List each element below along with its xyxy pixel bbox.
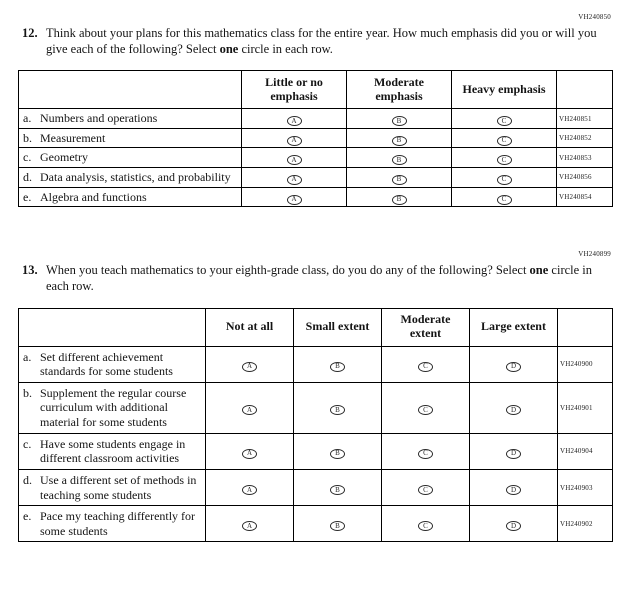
- question-13-block: [0, 251, 631, 542]
- answer-bubble[interactable]: A: [242, 521, 257, 531]
- answer-bubble[interactable]: B: [330, 449, 345, 459]
- bubble-cell: [294, 469, 382, 505]
- answer-bubble[interactable]: A: [242, 449, 257, 459]
- answer-bubble[interactable]: B: [392, 116, 407, 126]
- answer-bubble[interactable]: B: [330, 405, 345, 415]
- question-body: [46, 262, 598, 295]
- header-row: [19, 71, 613, 109]
- bubble-cell: [206, 433, 294, 469]
- bubble-cell: [382, 469, 470, 505]
- question-body: [46, 25, 598, 58]
- column-header: Moderate extent: [382, 308, 470, 346]
- answer-bubble[interactable]: A: [242, 405, 257, 415]
- question-text-part2: circle in each row.: [238, 41, 333, 56]
- answer-bubble[interactable]: C: [418, 521, 433, 531]
- table-row: [19, 382, 613, 433]
- bubble-cell: [452, 148, 557, 168]
- answer-bubble[interactable]: B: [392, 195, 407, 205]
- answer-bubble[interactable]: D: [506, 405, 521, 415]
- bubble-cell: [347, 168, 452, 188]
- column-header: Not at all: [206, 308, 294, 346]
- bubble-cell: [470, 346, 558, 382]
- row-code: VH240851: [557, 109, 613, 129]
- answer-bubble[interactable]: C: [418, 405, 433, 415]
- table-row: [19, 506, 613, 542]
- bubble-cell: [452, 187, 557, 207]
- row-label: c. Geometry: [19, 148, 242, 168]
- row-label: c. Have some students engage in different classroom activities: [19, 433, 206, 469]
- bubble-cell: [242, 168, 347, 188]
- answer-bubble[interactable]: B: [330, 521, 345, 531]
- question-text-bold: one: [529, 263, 549, 277]
- table-row: [19, 168, 613, 188]
- bubble-cell: [347, 187, 452, 207]
- bubble-cell: [294, 506, 382, 542]
- bubble-cell: [470, 382, 558, 433]
- bubble-cell: [347, 109, 452, 129]
- answer-bubble[interactable]: A: [287, 195, 302, 205]
- answer-bubble[interactable]: A: [287, 175, 302, 185]
- answer-bubble[interactable]: A: [242, 485, 257, 495]
- answer-bubble[interactable]: C: [497, 136, 512, 146]
- table-row: [19, 109, 613, 129]
- row-label: d. Data analysis, statistics, and probability: [19, 168, 242, 188]
- question-text-bold: one: [219, 41, 239, 56]
- corner-cell: [19, 71, 242, 109]
- column-header: Large extent: [470, 308, 558, 346]
- row-label: d. Use a different set of methods in teaching some students: [19, 469, 206, 505]
- answer-bubble[interactable]: C: [497, 116, 512, 126]
- answer-bubble[interactable]: C: [418, 362, 433, 372]
- row-code: VH240852: [557, 128, 613, 148]
- answer-bubble[interactable]: C: [418, 485, 433, 495]
- code-column-header: [557, 71, 613, 109]
- bubble-cell: [452, 128, 557, 148]
- bubble-cell: [242, 109, 347, 129]
- row-code: VH240901: [558, 382, 613, 433]
- answer-bubble[interactable]: A: [287, 116, 302, 126]
- answer-bubble[interactable]: D: [506, 449, 521, 459]
- column-header: Moderate emphasis: [347, 71, 452, 109]
- answer-bubble[interactable]: C: [497, 155, 512, 165]
- question-12-code: VH240850: [578, 13, 611, 21]
- bubble-cell: [470, 469, 558, 505]
- row-code: VH240854: [557, 187, 613, 207]
- question-number: 13.: [22, 263, 38, 277]
- table-row: [19, 128, 613, 148]
- answer-bubble[interactable]: A: [242, 362, 257, 372]
- row-code: VH240903: [558, 469, 613, 505]
- answer-bubble[interactable]: B: [392, 155, 407, 165]
- bubble-cell: [382, 382, 470, 433]
- answer-bubble[interactable]: B: [392, 175, 407, 185]
- question-13-code: VH240899: [578, 250, 611, 259]
- row-code: VH240856: [557, 168, 613, 188]
- row-code: VH240900: [558, 346, 613, 382]
- row-label: e. Algebra and functions: [19, 187, 242, 207]
- q12-response-table: [18, 70, 613, 207]
- answer-bubble[interactable]: A: [287, 155, 302, 165]
- bubble-cell: [206, 346, 294, 382]
- question-text-part1: Think about your plans for this mathematics class for the entire year. How much emphasis did you or will you give each of the following? Select: [46, 25, 597, 56]
- answer-bubble[interactable]: B: [392, 136, 407, 146]
- table-row: [19, 469, 613, 505]
- answer-bubble[interactable]: B: [330, 485, 345, 495]
- question-13-text: [22, 262, 607, 295]
- column-header: Heavy emphasis: [452, 71, 557, 109]
- row-code: VH240904: [558, 433, 613, 469]
- answer-bubble[interactable]: C: [497, 175, 512, 185]
- corner-cell: [19, 308, 206, 346]
- answer-bubble[interactable]: C: [497, 195, 512, 205]
- question-12-block: [0, 14, 631, 207]
- answer-bubble[interactable]: D: [506, 521, 521, 531]
- bubble-cell: [242, 128, 347, 148]
- bubble-cell: [242, 187, 347, 207]
- table-row: [19, 148, 613, 168]
- table-row: [19, 187, 613, 207]
- bubble-cell: [347, 128, 452, 148]
- row-label: a. Set different achievement standards for some students: [19, 346, 206, 382]
- row-code: VH240853: [557, 148, 613, 168]
- bubble-cell: [206, 469, 294, 505]
- question-number: 12.: [22, 25, 38, 40]
- answer-bubble[interactable]: B: [330, 362, 345, 372]
- bubble-cell: [382, 506, 470, 542]
- table-row: [19, 433, 613, 469]
- q13-response-table: [18, 308, 613, 543]
- bubble-cell: [470, 506, 558, 542]
- question-12-text: [22, 25, 607, 58]
- row-label: b. Supplement the regular course curriculum with additional material for some students: [19, 382, 206, 433]
- row-label: b. Measurement: [19, 128, 242, 148]
- answer-bubble[interactable]: C: [418, 449, 433, 459]
- table-row: [19, 346, 613, 382]
- answer-bubble[interactable]: A: [287, 136, 302, 146]
- column-header: Small extent: [294, 308, 382, 346]
- row-code: VH240902: [558, 506, 613, 542]
- bubble-cell: [242, 148, 347, 168]
- row-label: a. Numbers and operations: [19, 109, 242, 129]
- bubble-cell: [206, 506, 294, 542]
- bubble-cell: [452, 109, 557, 129]
- bubble-cell: [382, 433, 470, 469]
- bubble-cell: [470, 433, 558, 469]
- question-text-part2: circle in each row.: [46, 263, 593, 294]
- bubble-cell: [382, 346, 470, 382]
- question-text-part1: When you teach mathematics to your eighth-grade class, do you do any of the following? Select: [46, 263, 530, 277]
- row-label: e. Pace my teaching differently for some students: [19, 506, 206, 542]
- bubble-cell: [294, 346, 382, 382]
- answer-bubble[interactable]: D: [506, 485, 521, 495]
- bubble-cell: [452, 168, 557, 188]
- column-header: Little or no emphasis: [242, 71, 347, 109]
- bubble-cell: [294, 433, 382, 469]
- bubble-cell: [294, 382, 382, 433]
- bubble-cell: [347, 148, 452, 168]
- code-column-header: [558, 308, 613, 346]
- answer-bubble[interactable]: D: [506, 362, 521, 372]
- header-row: [19, 308, 613, 346]
- bubble-cell: [206, 382, 294, 433]
